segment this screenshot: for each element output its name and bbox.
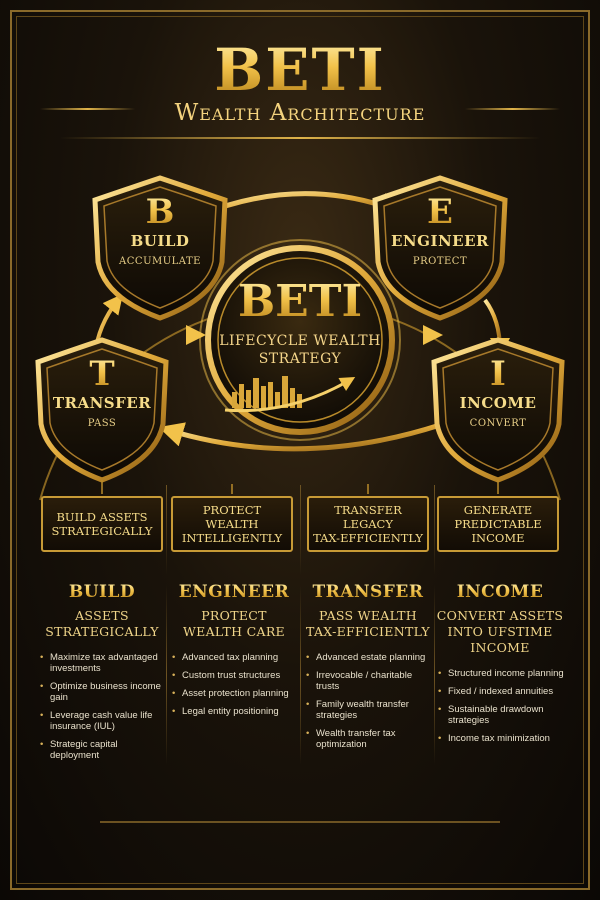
list-item: • Wealth transfer tax optimization <box>304 728 432 750</box>
goal-box-build-line2: STRATEGICALLY <box>51 524 153 538</box>
goal-box-transfer-line2: TAX-EFFICIENTLY <box>313 531 423 545</box>
goal-box-income-line2: PREDICTABLE <box>454 517 542 531</box>
list-item: • Asset protection planning <box>170 688 298 699</box>
column-build-sub1: ASSETS <box>75 608 129 623</box>
column-divider-2 <box>300 585 301 765</box>
shield-build-name: BUILD <box>130 232 190 250</box>
shield-build-sub: ACCUMULATE <box>119 256 201 267</box>
column-engineer-sub2: WEALTH CARE <box>183 624 285 639</box>
shield-engineer-label <box>380 192 500 267</box>
divider-top-2 <box>300 485 301 575</box>
shield-engineer-name: ENGINEER <box>390 232 489 250</box>
goal-box-build <box>41 496 163 552</box>
column-transfer-sub2: TAX-EFFICIENTLY <box>306 624 430 639</box>
arrow-build-to-engineer <box>200 194 395 215</box>
center-title: BETI <box>205 276 395 327</box>
column-build-subtitle <box>38 608 166 640</box>
column-engineer <box>170 582 298 724</box>
column-build-title: BUILD <box>38 582 166 602</box>
goal-box-engineer-line2: INTELLIGENTLY <box>181 531 283 545</box>
column-income-title: INCOME <box>436 582 564 602</box>
shield-income-letter: I <box>438 354 558 394</box>
column-income-sub1: CONVERT ASSETS <box>436 608 564 623</box>
list-item: • Irrevocable / charitable trusts <box>304 670 432 692</box>
list-item: • Leverage cash value life insurance (IUL) <box>38 710 166 732</box>
list-item: • Legal entity positioning <box>170 706 298 717</box>
shield-build-label <box>100 192 220 267</box>
list-item: • Custom trust structures <box>170 670 298 681</box>
shield-engineer-letter: E <box>380 192 500 232</box>
list-item: • Structured income planning <box>436 668 564 679</box>
column-build-list <box>38 652 166 761</box>
column-income-sub3: INCOME <box>470 640 530 655</box>
list-item: • Income tax minimization <box>436 733 564 744</box>
page-subtitle: Wealth Architecture <box>174 100 426 126</box>
column-engineer-sub1: PROTECT <box>201 608 267 623</box>
column-income-subtitle <box>436 608 564 656</box>
column-divider-1 <box>166 585 167 765</box>
column-transfer-list <box>304 652 432 750</box>
column-engineer-subtitle <box>170 608 298 640</box>
divider-top-3 <box>434 485 435 575</box>
shield-transfer-label <box>42 354 162 429</box>
goal-box-income-line3: INCOME <box>471 531 525 545</box>
column-transfer-title: TRANSFER <box>304 582 432 602</box>
center-subtitle-line2: STRATEGY <box>258 351 342 367</box>
divider-top-1 <box>166 485 167 575</box>
goal-box-transfer <box>307 496 429 552</box>
list-item: • Advanced estate planning <box>304 652 432 663</box>
column-income-sub2: INTO UFSTIME <box>447 624 553 639</box>
column-divider-3 <box>434 585 435 765</box>
center-subtitle <box>215 332 385 368</box>
column-income-list <box>436 668 564 744</box>
list-item: • Optimize business income gain <box>38 681 166 703</box>
goal-box-engineer-line1: PROTECT WEALTH <box>202 503 262 531</box>
column-transfer-subtitle <box>304 608 432 640</box>
shield-income-sub: CONVERT <box>469 418 527 429</box>
page-title: BETI <box>0 36 600 104</box>
column-build <box>38 582 166 768</box>
list-item: • Family wealth transfer strategies <box>304 699 432 721</box>
shield-transfer-letter: T <box>42 354 162 394</box>
goal-box-income <box>437 496 559 552</box>
list-item: • Strategic capital deployment <box>38 739 166 761</box>
goal-box-transfer-line1: TRANSFER LEGACY <box>334 503 402 531</box>
column-transfer <box>304 582 432 757</box>
shield-transfer-sub: PASS <box>87 418 117 429</box>
shield-transfer-name: TRANSFER <box>52 394 152 412</box>
goal-box-engineer <box>171 496 293 552</box>
goal-box-income-line1: GENERATE <box>463 503 533 517</box>
column-engineer-list <box>170 652 298 717</box>
column-engineer-title: ENGINEER <box>170 582 298 602</box>
column-build-sub2: STRATEGICALLY <box>45 624 159 639</box>
column-income <box>436 582 564 751</box>
shield-income-name: INCOME <box>459 394 537 412</box>
column-transfer-sub1: PASS WEALTH <box>319 608 417 623</box>
goal-box-build-line1: BUILD ASSETS <box>56 510 148 524</box>
center-subtitle-line1: LIFECYCLE WEALTH <box>219 333 381 349</box>
shield-build-letter: B <box>100 192 220 232</box>
list-item: • Fixed / indexed annuities <box>436 686 564 697</box>
list-item: • Sustainable drawdown strategies <box>436 704 564 726</box>
list-item: • Advanced tax planning <box>170 652 298 663</box>
shield-income-label <box>438 354 558 429</box>
shield-engineer-sub: PROTECT <box>412 256 468 267</box>
list-item: • Maximize tax advantaged investments <box>38 652 166 674</box>
